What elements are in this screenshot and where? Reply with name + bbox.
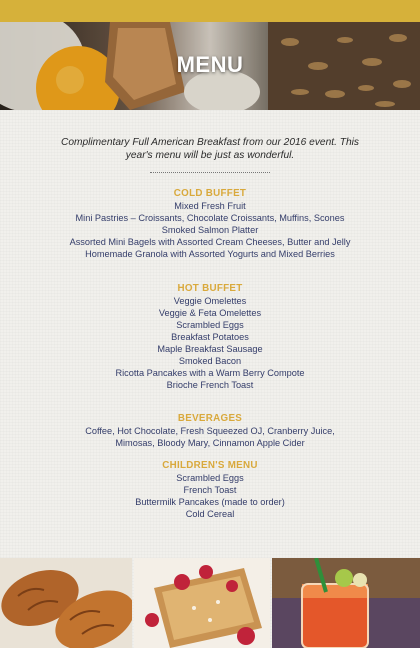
menu-item: Mixed Fresh Fruit bbox=[174, 201, 246, 211]
french-toast-photo bbox=[134, 558, 270, 648]
menu-item: Breakfast Potatoes bbox=[171, 332, 249, 342]
menu-item: Veggie & Feta Omelettes bbox=[158, 308, 262, 318]
menu-item: Smoked Bacon bbox=[178, 356, 242, 366]
menu-item: Assorted Mini Bagels with Assorted Cream Cheeses, Butter and Jelly bbox=[69, 237, 351, 247]
menu-item: Cold Cereal bbox=[185, 509, 235, 519]
section-title-beverages: BEVERAGES bbox=[177, 413, 243, 424]
menu-item: Mimosas, Bloody Mary, Cinnamon Apple Cider bbox=[115, 438, 305, 448]
croissant-photo bbox=[0, 558, 132, 648]
cocktail-photo bbox=[272, 558, 420, 648]
gold-top-bar bbox=[0, 0, 420, 22]
menu-item: Smoked Salmon Platter bbox=[161, 225, 259, 235]
section-title-childrens-menu: CHILDREN'S MENU bbox=[162, 460, 258, 471]
menu-item: Mini Pastries – Croissants, Chocolate Croissants, Muffins, Scones bbox=[75, 213, 345, 223]
menu-item: Maple Breakfast Sausage bbox=[157, 344, 263, 354]
photo-strip bbox=[0, 558, 420, 648]
menu-item: Scrambled Eggs bbox=[176, 320, 244, 330]
section-title-hot-buffet: HOT BUFFET bbox=[177, 283, 243, 294]
menu-item: Buttermilk Pancakes (made to order) bbox=[135, 497, 285, 507]
menu-item: French Toast bbox=[183, 485, 237, 495]
menu-item: Coffee, Hot Chocolate, Fresh Squeezed OJ, Cranberry Juice, bbox=[85, 426, 335, 436]
dotted-divider bbox=[150, 172, 270, 173]
hero-banner bbox=[0, 22, 420, 110]
menu-item: Veggie Omelettes bbox=[173, 296, 247, 306]
menu-item: Homemade Granola with Assorted Yogurts and Mixed Berries bbox=[85, 249, 335, 259]
intro-text: Complimentary Full American Breakfast from our 2016 event. This year's menu will be just as wonderful. bbox=[60, 137, 359, 161]
menu-item: Brioche French Toast bbox=[166, 380, 254, 390]
menu-item: Scrambled Eggs bbox=[176, 473, 244, 483]
page-title: MENU bbox=[176, 52, 244, 77]
menu-item: Ricotta Pancakes with a Warm Berry Compote bbox=[115, 368, 305, 378]
section-title-cold-buffet: COLD BUFFET bbox=[173, 188, 247, 199]
